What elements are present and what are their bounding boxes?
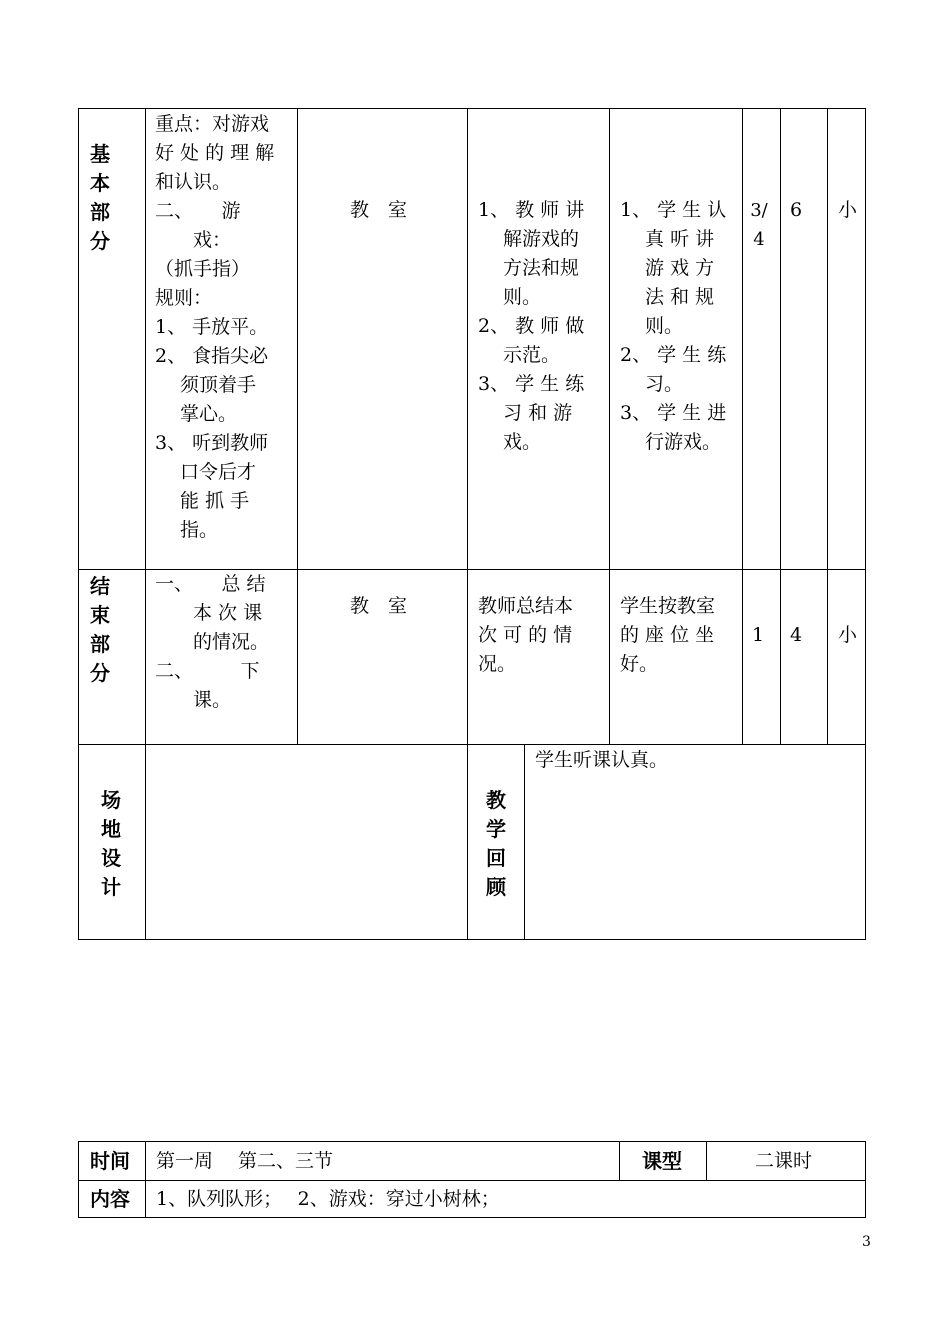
cell-line: 好 处 的 理 解: [155, 142, 275, 164]
cell-line: 次 可 的 情: [478, 624, 573, 646]
col-divider: [145, 108, 146, 940]
row-divider: [78, 744, 865, 745]
cell-line: 况。: [478, 653, 517, 675]
cell-line: 学生按教室: [620, 595, 716, 617]
page-number: 3: [862, 1234, 871, 1250]
cell-line: 行游戏。: [620, 431, 722, 453]
ending-teacher-lines: [478, 592, 573, 679]
cell-line: 戏。: [478, 431, 542, 453]
cell-line: 一、 总 结: [155, 573, 266, 595]
cell-line: 1、 教 师 讲: [478, 199, 585, 221]
basic-duration: 6: [790, 199, 803, 221]
basic-teacher-lines: [478, 196, 584, 457]
cell-line: 习。: [620, 373, 684, 395]
cell-line: 本 次 课: [155, 602, 263, 624]
cell-line: 方法和规: [478, 257, 580, 279]
cell-line: 须顶着手: [155, 374, 257, 396]
lesson-type-value: 二课时: [755, 1150, 813, 1172]
cell-line: 的情况。: [155, 631, 270, 653]
cell-line: 二、 下: [155, 660, 260, 682]
ending-location: 教 室: [350, 595, 408, 617]
basic-intensity: 小: [838, 199, 858, 221]
time-value: 第一周 第二、三节: [156, 1150, 334, 1172]
cell-line: 示范。: [478, 344, 561, 366]
cell-line: 能 抓 手: [155, 490, 250, 512]
col-divider: [297, 108, 298, 745]
cell-line: 1、 手放平。: [155, 316, 269, 338]
cell-line: 指。: [155, 519, 219, 541]
cell-line: 二、 游: [155, 200, 241, 222]
cell-line: 教师总结本: [478, 595, 574, 617]
cell-line: 3、 学 生 进: [620, 402, 727, 424]
basic-student-lines: [620, 196, 726, 457]
col-divider: [780, 108, 781, 745]
cell-line: 解游戏的: [478, 228, 580, 250]
basic-location: 教 室: [350, 199, 408, 221]
cell-line: 法 和 规: [620, 286, 715, 308]
cell-line: 口令后才: [155, 461, 257, 483]
cell-line: 重点：对游戏: [155, 113, 270, 135]
table-border-bottom: [78, 939, 865, 940]
table-border-left: [78, 108, 79, 940]
ending-times: 1: [752, 624, 765, 646]
ending-intensity: 小: [838, 624, 858, 646]
table-border-top: [78, 108, 865, 109]
cell-line: 则。: [620, 315, 684, 337]
cell-line: 的 座 位 坐: [620, 624, 715, 646]
info-row-divider: [78, 1180, 865, 1181]
site-design-label: 场地设计: [101, 788, 121, 899]
basic-content-lines: [155, 110, 295, 545]
basic-teacher-cell: [478, 196, 584, 457]
cell-line: （抓手指）: [155, 258, 251, 280]
ending-teacher-cell: [478, 592, 573, 679]
basic-content-cell: [155, 110, 295, 545]
section-label-basic: 基本部分: [90, 142, 110, 253]
info-border-left: [78, 1141, 79, 1218]
ending-student-cell: [620, 592, 715, 679]
teaching-review-label: 教学回顾: [486, 788, 506, 899]
cell-line: 真 听 讲: [620, 228, 715, 250]
ending-content-lines: [155, 570, 269, 715]
cell-line: 戏：: [155, 229, 232, 251]
cell-line: 3、 听到教师: [155, 432, 269, 454]
ending-student-lines: [620, 592, 715, 679]
cell-line: 2、 学 生 练: [620, 344, 727, 366]
cell-line: 2、 教 师 做: [478, 315, 585, 337]
lesson-type-label: 课型: [642, 1149, 682, 1173]
info-border-bottom: [78, 1217, 865, 1218]
cell-line: 2、 食指尖必: [155, 345, 269, 367]
cell-line: 3、 学 生 练: [478, 373, 585, 395]
cell-line: 1、 学 生 认: [620, 199, 727, 221]
col-divider: [524, 744, 525, 940]
info-border-top: [78, 1141, 865, 1142]
content-label: 内容: [90, 1187, 130, 1211]
col-divider: [609, 108, 610, 745]
col-divider: [827, 108, 828, 745]
ending-duration: 4: [790, 624, 803, 646]
cell-line: 掌心。: [155, 403, 238, 425]
cell-line: 好。: [620, 653, 659, 675]
info-col-divider: [619, 1141, 620, 1181]
content-value: 1、队列队形； 2、游戏：穿过小树林；: [156, 1188, 500, 1210]
info-border-right: [865, 1141, 866, 1218]
cell-line: 规则：: [155, 287, 213, 309]
info-col-divider: [706, 1141, 707, 1181]
cell-line: 习 和 游: [478, 402, 573, 424]
section-label-ending: 结束部分: [90, 574, 110, 685]
cell-line: 和认识。: [155, 171, 232, 193]
time-label: 时间: [90, 1149, 130, 1173]
ending-content-cell: [155, 570, 269, 715]
cell-line: 课。: [155, 689, 232, 711]
col-divider: [742, 108, 743, 745]
table-border-right: [865, 108, 866, 940]
cell-line: 游 戏 方: [620, 257, 715, 279]
basic-times: 3/4: [750, 200, 768, 250]
cell-line: 则。: [478, 286, 542, 308]
teaching-review-text: 学生听课认真。: [535, 749, 669, 771]
col-divider: [467, 108, 468, 940]
info-col-divider: [145, 1141, 146, 1218]
basic-student-cell: [620, 196, 726, 457]
